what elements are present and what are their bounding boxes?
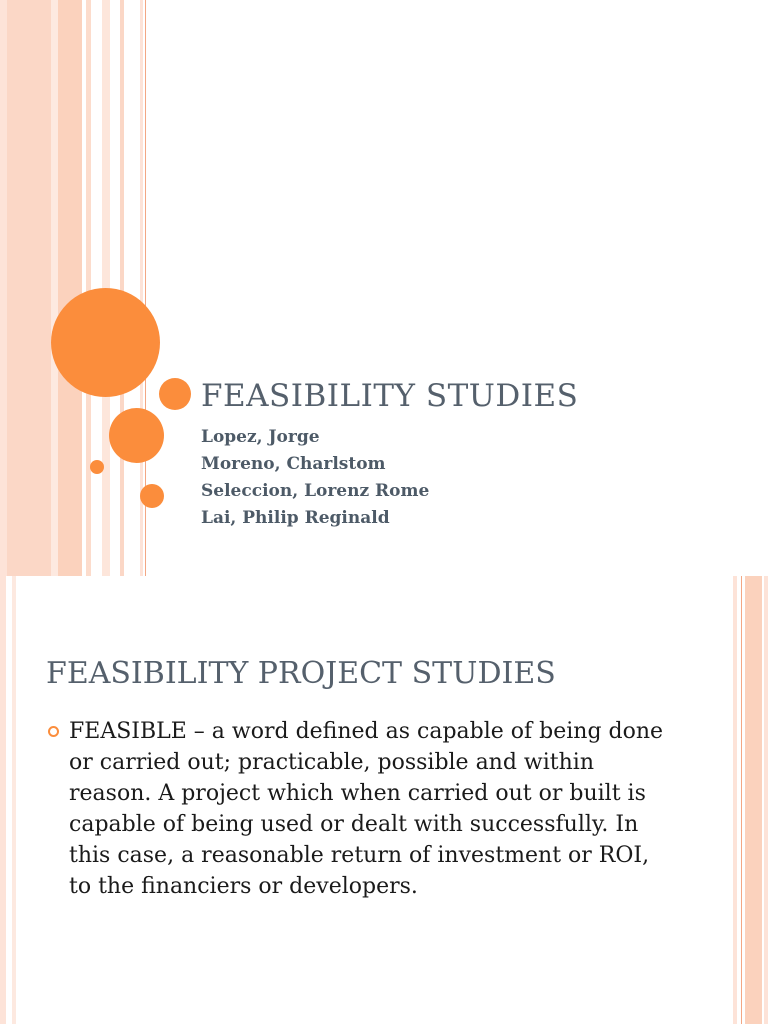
- author-list: [201, 424, 429, 532]
- author-name: Moreno, Charlstom: [201, 454, 386, 474]
- bullet-text: FEASIBLE – a word defined as capable of being done or carried out; practicable, possible and within reason. A project which when carried out or built is capable of being used or dealt with successfully. In this case, a reasonable return of investment or ROI, to the financiers or developers.: [69, 719, 664, 899]
- decorative-circle-small: [90, 460, 104, 474]
- decorative-circle-large: [51, 288, 160, 397]
- decorative-circle: [159, 378, 191, 410]
- slide-heading: FEASIBILITY PROJECT STUDIES: [46, 656, 556, 691]
- author-name: Seleccion, Lorenz Rome: [201, 481, 430, 501]
- decorative-circle: [140, 484, 164, 508]
- decorative-stripe: [12, 576, 16, 1024]
- ring-bullet-icon: [48, 726, 59, 737]
- author-name: Lai, Philip Reginald: [201, 508, 390, 528]
- decorative-rule: [741, 576, 742, 1024]
- author-name: Lopez, Jorge: [201, 427, 320, 447]
- decorative-stripe: [0, 0, 7, 576]
- decorative-stripe: [51, 0, 58, 576]
- decorative-stripe: [0, 576, 6, 1024]
- slide-title: FEASIBILITY STUDIES: [201, 378, 579, 414]
- content-slide: [0, 576, 768, 1024]
- decorative-stripe: [86, 0, 91, 576]
- decorative-stripe: [764, 576, 768, 1024]
- decorative-circle: [109, 408, 164, 463]
- decorative-stripe: [7, 0, 51, 576]
- decorative-stripe: [733, 576, 737, 1024]
- decorative-stripe: [58, 0, 82, 576]
- decorative-stripe: [745, 576, 762, 1024]
- decorative-stripe: [120, 0, 124, 576]
- bullet-item: [46, 716, 666, 902]
